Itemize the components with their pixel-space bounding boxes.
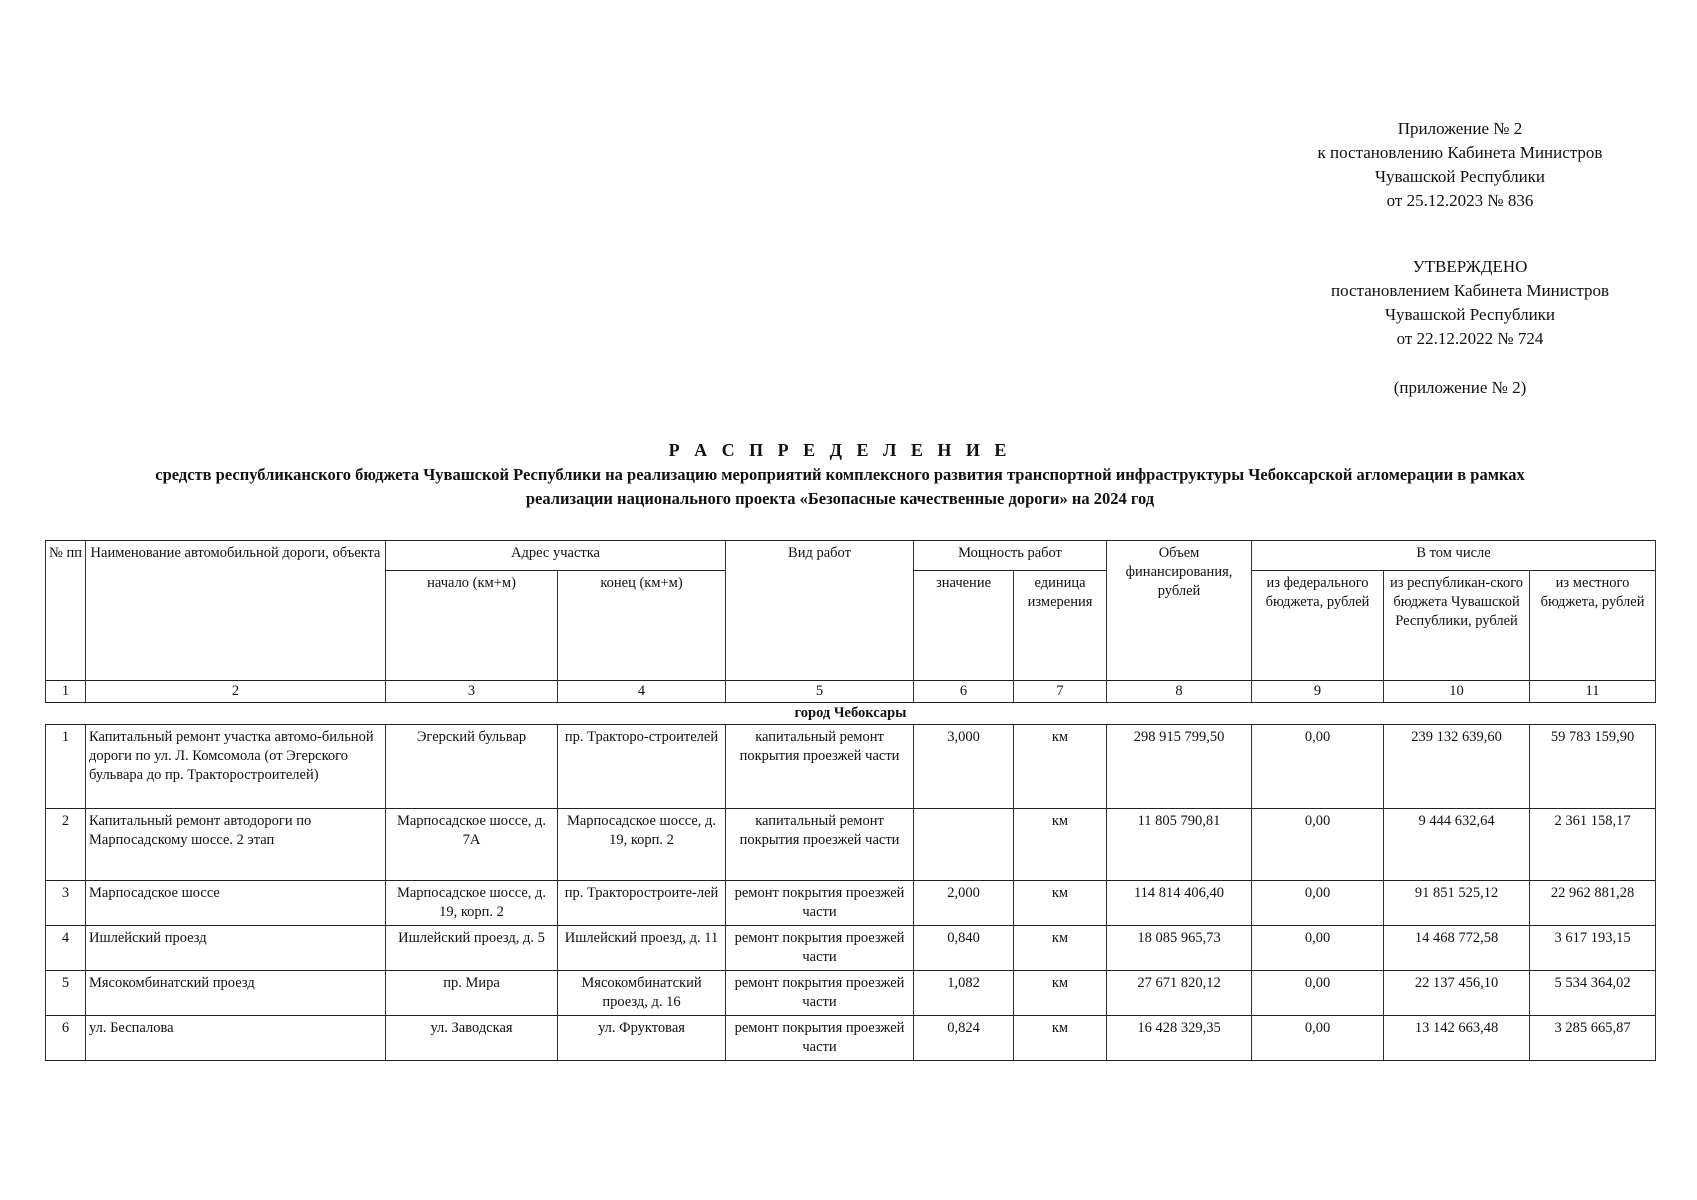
header-capacity-value: значение — [914, 571, 1014, 681]
column-number: 1 — [46, 681, 86, 703]
row-capacity-unit: км — [1014, 809, 1107, 881]
row-local: 59 783 159,90 — [1530, 725, 1656, 809]
header-capacity: Мощность работ — [914, 541, 1107, 571]
distribution-table — [45, 540, 1656, 1061]
header-address-end: конец (км+м) — [558, 571, 726, 681]
column-number: 6 — [914, 681, 1014, 703]
row-work-type: ремонт покрытия проезжей части — [726, 881, 914, 926]
row-work-type: ремонт покрытия проезжей части — [726, 971, 914, 1016]
header-work-type: Вид работ — [726, 541, 914, 681]
row-address-start: пр. Мира — [386, 971, 558, 1016]
row-address-start: Марпосадское шоссе, д. 7А — [386, 809, 558, 881]
row-work-type: капитальный ремонт покрытия проезжей части — [726, 809, 914, 881]
row-road-name: Капитальный ремонт автодороги по Марпосадскому шоссе. 2 этап — [86, 809, 386, 881]
appendix-line-2: к постановлению Кабинета Министров — [1317, 143, 1603, 162]
approved-note: (приложение № 2) — [1393, 378, 1527, 397]
section-row — [46, 703, 1656, 725]
header-federal-budget: из федерального бюджета, рублей — [1252, 571, 1384, 681]
row-address-start: Марпосадское шоссе, д. 19, корп. 2 — [386, 881, 558, 926]
header-funding: Объем финансирования, рублей — [1107, 541, 1252, 681]
table-row — [46, 809, 1656, 881]
row-funding: 298 915 799,50 — [1107, 725, 1252, 809]
row-capacity-value: 0,824 — [914, 1016, 1014, 1061]
row-capacity-unit: км — [1014, 926, 1107, 971]
row-capacity-unit: км — [1014, 1016, 1107, 1061]
table-row — [46, 971, 1656, 1016]
row-federal: 0,00 — [1252, 725, 1384, 809]
column-number: 3 — [386, 681, 558, 703]
row-work-type: ремонт покрытия проезжей части — [726, 926, 914, 971]
row-local: 3 617 193,15 — [1530, 926, 1656, 971]
column-number: 5 — [726, 681, 914, 703]
approved-header — [1290, 255, 1650, 351]
row-road-name: Ишлейский проезд — [86, 926, 386, 971]
row-local: 5 534 364,02 — [1530, 971, 1656, 1016]
row-local: 2 361 158,17 — [1530, 809, 1656, 881]
header-republic-budget: из республикан-ского бюджета Чувашской Республики, рублей — [1384, 571, 1530, 681]
row-federal: 0,00 — [1252, 881, 1384, 926]
section-city: город Чебоксары — [46, 703, 1656, 725]
row-capacity-unit: км — [1014, 881, 1107, 926]
title-subtitle-line-1: средств республиканского бюджета Чувашской Республики на реализацию мероприятий комплексного развития транспортной инфраструктуры Чебоксарской агломерации в рамках — [155, 465, 1525, 484]
row-capacity-value: 2,000 — [914, 881, 1014, 926]
approved-line-1: УТВЕРЖДЕНО — [1412, 257, 1528, 276]
row-address-end: Ишлейский проезд, д. 11 — [558, 926, 726, 971]
row-num: 4 — [46, 926, 86, 971]
row-num: 1 — [46, 725, 86, 809]
row-road-name: Марпосадское шоссе — [86, 881, 386, 926]
appendix-line-4: от 25.12.2023 № 836 — [1386, 191, 1534, 210]
header-capacity-unit: единица измерения — [1014, 571, 1107, 681]
row-address-start: Ишлейский проезд, д. 5 — [386, 926, 558, 971]
title-subtitle-line-2: реализации национального проекта «Безопасные качественные дороги» на 2024 год — [525, 489, 1155, 508]
row-funding: 27 671 820,12 — [1107, 971, 1252, 1016]
column-number: 4 — [558, 681, 726, 703]
row-republic: 13 142 663,48 — [1384, 1016, 1530, 1061]
row-federal: 0,00 — [1252, 971, 1384, 1016]
header-road-name: Наименование автомобильной дороги, объекта — [86, 541, 386, 681]
row-federal: 0,00 — [1252, 809, 1384, 881]
row-republic: 22 137 456,10 — [1384, 971, 1530, 1016]
row-federal: 0,00 — [1252, 926, 1384, 971]
title-main: Р А С П Р Е Д Е Л Е Н И Е — [668, 440, 1012, 460]
row-capacity-value: 1,082 — [914, 971, 1014, 1016]
column-number: 10 — [1384, 681, 1530, 703]
row-capacity-unit: км — [1014, 725, 1107, 809]
table-row — [46, 725, 1656, 809]
row-address-end: ул. Фруктовая — [558, 1016, 726, 1061]
column-number: 8 — [1107, 681, 1252, 703]
header-including: В том числе — [1252, 541, 1656, 571]
row-capacity-value — [914, 809, 1014, 881]
row-republic: 239 132 639,60 — [1384, 725, 1530, 809]
appendix-line-3: Чувашской Республики — [1374, 167, 1546, 186]
table-row — [46, 881, 1656, 926]
row-num: 5 — [46, 971, 86, 1016]
row-funding: 114 814 406,40 — [1107, 881, 1252, 926]
header-local-budget: из местного бюджета, рублей — [1530, 571, 1656, 681]
row-address-start: ул. Заводская — [386, 1016, 558, 1061]
row-republic: 9 444 632,64 — [1384, 809, 1530, 881]
document-title — [40, 437, 1640, 511]
row-num: 2 — [46, 809, 86, 881]
row-road-name: ул. Беспалова — [86, 1016, 386, 1061]
appendix-header — [1290, 117, 1630, 213]
header-address-start: начало (км+м) — [386, 571, 558, 681]
row-funding: 11 805 790,81 — [1107, 809, 1252, 881]
row-road-name: Капитальный ремонт участка автомо-бильной дороги по ул. Л. Комсомола (от Эгерского бульвара до пр. Тракторостроителей) — [86, 725, 386, 809]
column-number: 7 — [1014, 681, 1107, 703]
row-address-end: пр. Тракторо-строителей — [558, 725, 726, 809]
row-num: 6 — [46, 1016, 86, 1061]
row-local: 22 962 881,28 — [1530, 881, 1656, 926]
column-number: 11 — [1530, 681, 1656, 703]
row-num: 3 — [46, 881, 86, 926]
appendix-line-1: Приложение № 2 — [1397, 119, 1523, 138]
table-row — [46, 926, 1656, 971]
row-capacity-value: 3,000 — [914, 725, 1014, 809]
approved-line-2: постановлением Кабинета Министров — [1330, 281, 1610, 300]
table-row — [46, 1016, 1656, 1061]
row-address-end: Марпосадское шоссе, д. 19, корп. 2 — [558, 809, 726, 881]
header-num: № пп — [46, 541, 86, 681]
row-address-start: Эгерский бульвар — [386, 725, 558, 809]
row-funding: 18 085 965,73 — [1107, 926, 1252, 971]
row-capacity-unit: км — [1014, 971, 1107, 1016]
row-local: 3 285 665,87 — [1530, 1016, 1656, 1061]
row-work-type: капитальный ремонт покрытия проезжей части — [726, 725, 914, 809]
approved-line-3: Чувашской Республики — [1384, 305, 1556, 324]
row-address-end: пр. Тракторостроите-лей — [558, 881, 726, 926]
row-address-end: Мясокомбинатский проезд, д. 16 — [558, 971, 726, 1016]
row-republic: 14 468 772,58 — [1384, 926, 1530, 971]
column-number: 2 — [86, 681, 386, 703]
row-capacity-value: 0,840 — [914, 926, 1014, 971]
approved-line-4: от 22.12.2022 № 724 — [1396, 329, 1544, 348]
row-work-type: ремонт покрытия проезжей части — [726, 1016, 914, 1061]
row-funding: 16 428 329,35 — [1107, 1016, 1252, 1061]
column-numbers-row — [46, 681, 1656, 703]
row-road-name: Мясокомбинатский проезд — [86, 971, 386, 1016]
column-number: 9 — [1252, 681, 1384, 703]
row-federal: 0,00 — [1252, 1016, 1384, 1061]
header-address: Адрес участка — [386, 541, 726, 571]
row-republic: 91 851 525,12 — [1384, 881, 1530, 926]
